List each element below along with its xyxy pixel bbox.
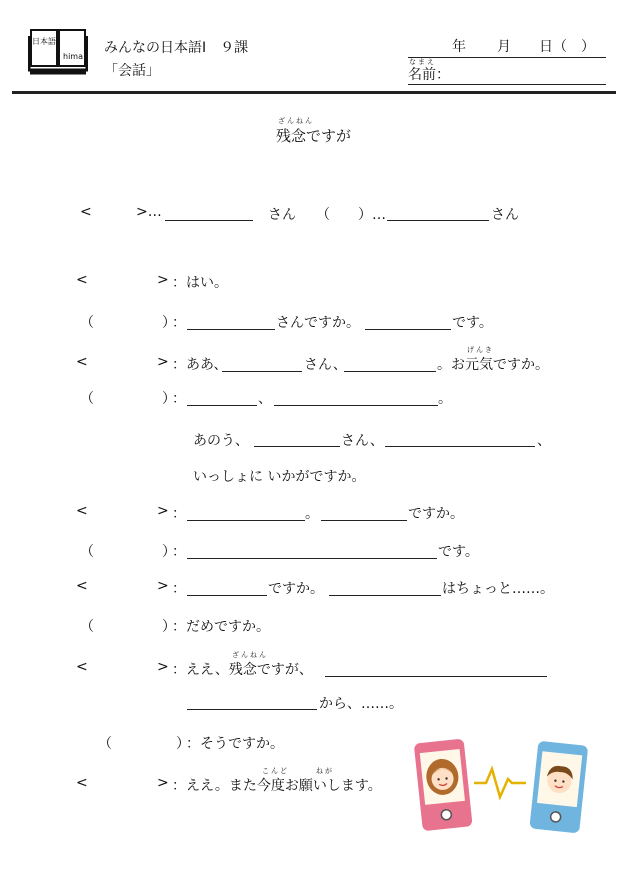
date-year: 年	[452, 39, 466, 55]
speaker-close: >	[157, 272, 169, 288]
speaker-open: <	[76, 354, 88, 370]
line-8-text-a: ：	[172, 544, 186, 560]
book-logo	[28, 28, 88, 76]
line-9-text-c: はちょっと……。	[442, 581, 554, 597]
date-month: 月	[497, 39, 511, 55]
line-8-blank-1[interactable]	[187, 558, 437, 559]
signal-wave-icon	[474, 769, 526, 797]
line-5-blank-2[interactable]	[385, 446, 535, 447]
line-7-text-b: 。	[305, 506, 319, 522]
line-7-blank-2[interactable]	[321, 520, 407, 521]
name-ruby: なまえ	[409, 58, 436, 66]
line-3-blank-2[interactable]	[344, 371, 436, 372]
speaker-close: >	[157, 354, 169, 370]
logo-sub: hima	[63, 52, 83, 61]
page-title: 残念ですが	[276, 127, 352, 145]
line-3-text-b: さん、	[304, 357, 347, 373]
line-9-text-b: ですか。	[268, 581, 324, 597]
line-13-text: ：そうですか。	[186, 736, 284, 752]
line-14-ruby-1: こんど	[262, 767, 289, 775]
date-day: 日（ ）	[539, 39, 595, 55]
cast-close: >…	[136, 204, 162, 220]
line-10-text: ：だめですか。	[172, 619, 270, 635]
right-phone-icon	[529, 741, 588, 834]
speaker-close: ）	[162, 619, 176, 635]
speaker-close: >	[157, 659, 169, 675]
line-7-blank-1[interactable]	[187, 520, 305, 521]
line-2-blank-1[interactable]	[187, 329, 275, 330]
speaker-close: ）	[162, 391, 176, 407]
line-11-text: ：ええ、残念ですが、	[172, 662, 313, 678]
line-4-text-b: 、	[258, 391, 272, 407]
line-1-text: ：はい。	[172, 275, 228, 291]
line-2-text-a: ：	[172, 315, 186, 331]
speaker-open: <	[76, 503, 88, 519]
speaker-open: <	[76, 578, 88, 594]
line-4-blank-2[interactable]	[274, 405, 438, 406]
line-14-text: ：ええ。また今度お願いします。	[172, 778, 382, 794]
name-field[interactable]	[408, 84, 606, 85]
line-5-blank-1[interactable]	[254, 446, 340, 447]
header-divider	[12, 91, 616, 94]
speaker-open: （	[80, 544, 94, 560]
name-label: 名前：	[408, 67, 450, 83]
line-3-blank-1[interactable]	[222, 371, 302, 372]
line-3-text-c: 。お元気ですか。	[437, 357, 549, 373]
speaker-open: （	[80, 315, 94, 331]
cast-paren: （ ）…	[316, 207, 386, 223]
speaker-close: >	[157, 503, 169, 519]
date-line	[408, 57, 606, 58]
line-7-text-c: ですか。	[408, 506, 464, 522]
line-12-blank[interactable]	[187, 709, 317, 710]
line-4-text-a: ：	[172, 391, 186, 407]
line-3-ruby: げんき	[467, 346, 494, 354]
line-7-text-a: ：	[172, 506, 186, 522]
line-9-blank-2[interactable]	[329, 595, 441, 596]
line-9-text-a: ：	[172, 581, 186, 597]
line-3-text-a: ：ああ、	[172, 357, 228, 373]
speaker-close: ）	[162, 315, 176, 331]
cast-open: <	[80, 204, 92, 220]
logo-kanji: 日本語	[32, 37, 56, 46]
speaker-close: ）	[162, 544, 176, 560]
line-5-text-b: さん、	[341, 433, 384, 449]
cast-blank-1[interactable]	[165, 220, 253, 221]
lesson-subtitle: 「会話」	[104, 63, 160, 79]
course-title: みんなの日本語Ⅰ ９課	[104, 40, 249, 56]
line-12-text: から、……。	[319, 696, 403, 712]
left-phone-icon	[414, 739, 473, 832]
line-11-ruby: ざんねん	[232, 651, 268, 659]
speaker-open: <	[76, 272, 88, 288]
title-ruby: ざんねん	[278, 117, 314, 125]
line-2-text-b: さんですか。	[276, 315, 360, 331]
line-11-blank[interactable]	[325, 676, 547, 677]
speaker-close: >	[157, 578, 169, 594]
speaker-close: >	[157, 775, 169, 791]
line-8-text-b: です。	[438, 544, 479, 560]
line-6-text: いっしょに いかがですか。	[193, 469, 366, 485]
phone-call-illustration	[408, 735, 594, 835]
speaker-open: （	[80, 391, 94, 407]
speaker-open: （	[80, 619, 94, 635]
line-4-blank-1[interactable]	[187, 405, 257, 406]
line-14-ruby-2: ねが	[316, 767, 334, 775]
cast-san-2: さん	[491, 207, 519, 223]
line-5-text-a: あのう、	[193, 433, 249, 449]
speaker-open: <	[76, 775, 88, 791]
line-5-text-c: 、	[537, 433, 551, 449]
speaker-open: <	[76, 659, 88, 675]
line-9-blank-1[interactable]	[187, 595, 267, 596]
line-2-blank-2[interactable]	[365, 329, 451, 330]
speaker-open: （	[98, 736, 112, 752]
speaker-close: ）	[176, 736, 190, 752]
cast-blank-2[interactable]	[387, 220, 489, 221]
line-2-text-c: です。	[452, 315, 493, 331]
cast-san-1: さん	[268, 207, 296, 223]
line-4-text-c: 。	[438, 391, 452, 407]
